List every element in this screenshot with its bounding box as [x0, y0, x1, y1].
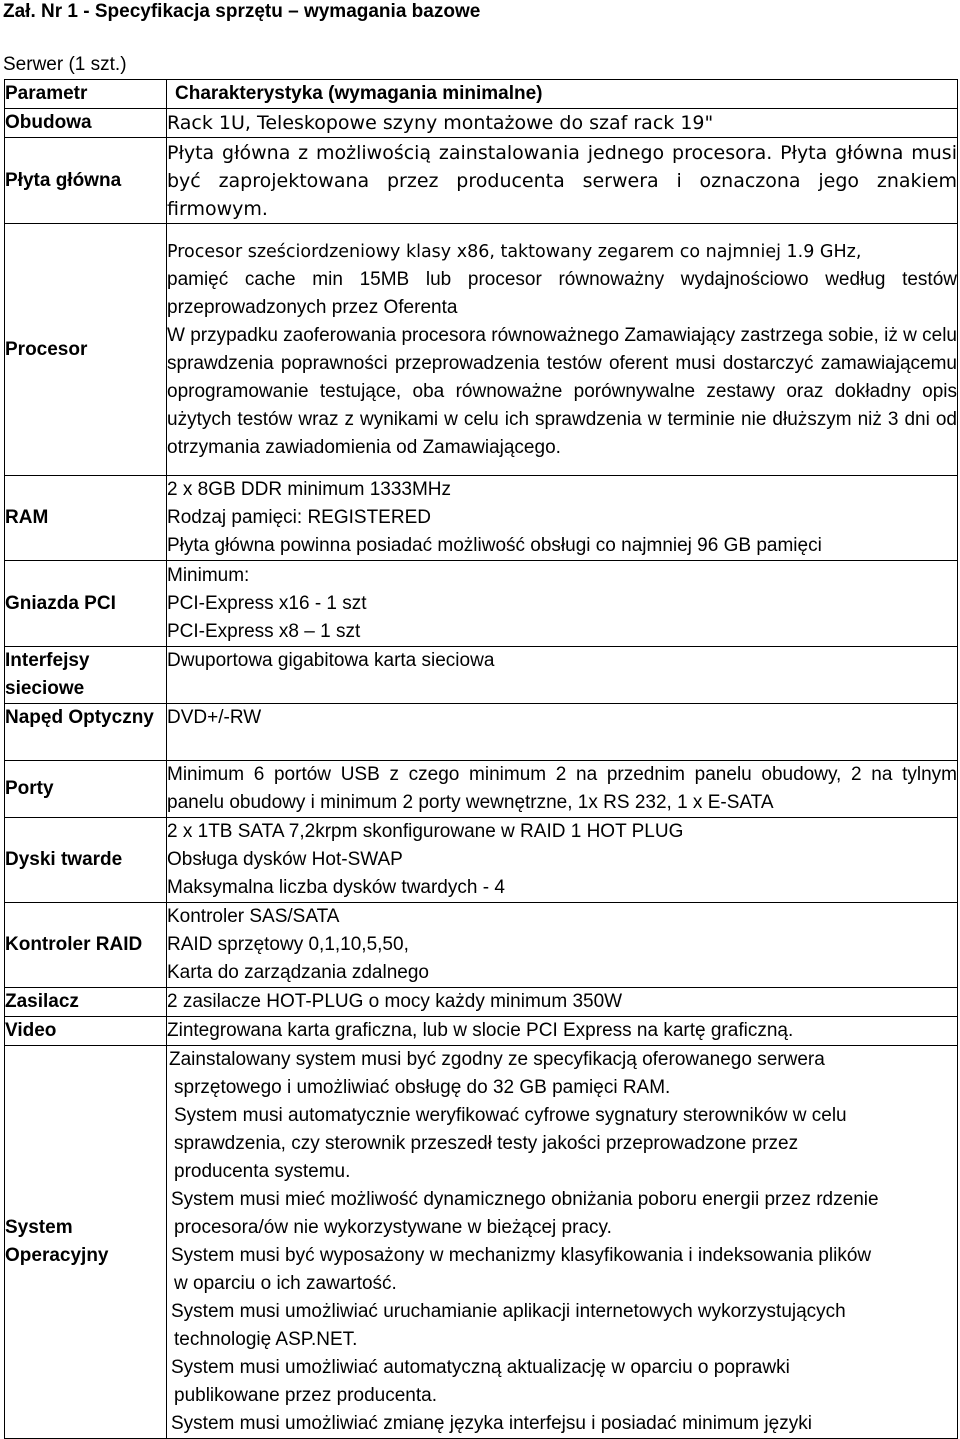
param-cell: Zasilacz [5, 988, 167, 1017]
table-row [5, 476, 958, 561]
param-cell: Kontroler RAID [5, 903, 167, 988]
desc-cell [167, 1017, 958, 1046]
desc-line: Zintegrowana karta graficzna, lub w slocie PCI Express na kartę graficzną. [167, 1020, 794, 1041]
desc-cell [167, 109, 958, 138]
desc-cell [167, 704, 958, 761]
table-row [5, 561, 958, 647]
desc-line: w oparciu o ich zawartość. [174, 1273, 397, 1294]
desc-line: sprawdzenia, czy sterownik przeszedł testy jakości przeprowadzone przez [174, 1133, 799, 1154]
param-cell: Napęd Optyczny [5, 704, 167, 761]
desc-line: RAID sprzętowy 0,1,10,5,50, [167, 934, 409, 955]
desc-line: Minimum: [167, 564, 250, 586]
desc-line: Płyta główna powinna posiadać możliwość obsługi co najmniej 96 GB pamięci [167, 535, 822, 556]
desc-line: technologię ASP.NET. [174, 1329, 358, 1350]
desc-cell [167, 818, 958, 903]
desc-cell [167, 903, 958, 988]
desc-cell [167, 476, 958, 561]
table-row [5, 1017, 958, 1046]
param-cell: Gniazda PCI [5, 561, 167, 647]
desc-line: System musi umożliwiać uruchamianie aplikacji internetowych wykorzystujących [171, 1301, 846, 1322]
desc-line: Zainstalowany system musi być zgodny ze specyfikacją oferowanego serwera [169, 1049, 825, 1070]
header-param: Parametr [5, 80, 167, 109]
desc-cell [167, 561, 958, 647]
table-row [5, 761, 958, 818]
desc-cell [167, 1046, 958, 1439]
desc-line: PCI-Express x8 – 1 szt [167, 620, 361, 642]
document-subtitle: Serwer (1 szt.) [3, 54, 127, 75]
param-cell: Płyta główna [5, 138, 167, 224]
param-cell: Procesor [5, 224, 167, 476]
desc-cell [167, 224, 958, 476]
desc-line: Procesor sześciordzeniowy klasy x86, taktowany zegarem co najmniej 1.9 GHz, [167, 241, 862, 262]
table-row [5, 109, 958, 138]
table-row [5, 704, 958, 761]
header-desc: Charakterystyka (wymagania minimalne) [167, 80, 958, 109]
desc-line: producenta systemu. [174, 1161, 351, 1182]
desc-line: Karta do zarządzania zdalnego [167, 962, 429, 983]
desc-line: publikowane przez producenta. [174, 1385, 438, 1406]
desc-line: Rack 1U, Teleskopowe szyny montażowe do szaf rack 19" [167, 112, 714, 134]
spec-table [4, 79, 958, 1439]
param-cell: Interfejsy sieciowe [5, 647, 167, 704]
document-title: Zał. Nr 1 - Specyfikacja sprzętu – wymagania bazowe [3, 1, 481, 22]
desc-cell [167, 988, 958, 1017]
param-cell: RAM [5, 476, 167, 561]
table-row [5, 224, 958, 476]
desc-cell: Płyta główna z możliwością zainstalowania jednego procesora. Płyta główna musi być zaprojektowana przez producenta serwera i oznaczona jego znakiem firmowym. [167, 138, 958, 224]
param-cell: System Operacyjny [5, 1046, 167, 1439]
param-cell: Dyski twarde [5, 818, 167, 903]
table-header-row [5, 80, 958, 109]
desc-line: System musi umożliwiać automatyczną aktualizację w oparciu o poprawki [171, 1357, 790, 1378]
desc-line: System musi być wyposażony w mechanizmy klasyfikowania i indeksowania plików [171, 1245, 872, 1266]
desc-cell: Minimum 6 portów USB z czego minimum 2 na przednim panelu obudowy, 2 na tylnym panelu obudowy i minimum 2 porty wewnętrzne, 1x RS 232, 1 x E-SATA [167, 761, 958, 818]
desc-line: Kontroler SAS/SATA [167, 906, 340, 927]
desc-paragraph: pamięć cache min 15MB lub procesor równoważny wydajnościowo według testów przeprowadzonych przez Oferenta [167, 268, 957, 318]
desc-cell [167, 647, 958, 704]
desc-line: 2 x 1TB SATA 7,2krpm skonfigurowane w RAID 1 HOT PLUG [167, 821, 684, 842]
desc-line: Rodzaj pamięci: REGISTERED [167, 507, 431, 528]
desc-paragraph: W przypadku zaoferowania procesora równoważnego Zamawiający zastrzega sobie, iż w celu sprawdzenia poprawności przeprowadzenia testów oferent musi dostarczyć zamawiającemu oprogramowanie testujące, oba równoważne porównywalne zestawy oraz dokładny opis użytych testów wraz z wynikami w celu ich sprawdzenia w terminie nie dłuższym niż 3 dni od otrzymania zawiadomienia od Zamawiającego. [167, 324, 957, 458]
desc-line: System musi umożliwiać zmianę języka interfejsu i posiadać minimum języki [171, 1413, 812, 1434]
param-cell: Porty [5, 761, 167, 818]
param-cell: Video [5, 1017, 167, 1046]
desc-line: PCI-Express x16 - 1 szt [167, 592, 367, 614]
desc-line: System musi mieć możliwość dynamicznego obniżania poboru energii przez rdzenie [171, 1189, 879, 1210]
table-row [5, 988, 958, 1017]
desc-line: procesora/ów nie wykorzystywane w bieżącej pracy. [174, 1217, 612, 1238]
table-row [5, 1046, 958, 1439]
desc-line: Obsługa dysków Hot-SWAP [167, 849, 403, 870]
desc-line: 2 x 8GB DDR minimum 1333MHz [167, 479, 452, 500]
desc-line: 2 zasilacze HOT-PLUG o mocy każdy minimum 350W [167, 991, 623, 1012]
table-row [5, 903, 958, 988]
desc-line: System musi automatycznie weryfikować cyfrowe sygnatury sterowników w celu [174, 1105, 847, 1126]
param-cell: Obudowa [5, 109, 167, 138]
table-row [5, 138, 958, 224]
table-row [5, 818, 958, 903]
desc-line: DVD+/-RW [167, 707, 262, 728]
desc-line: sprzętowego i umożliwiać obsługę do 32 GB pamięci RAM. [174, 1077, 671, 1098]
desc-line: Maksymalna liczba dysków twardych - 4 [167, 877, 505, 898]
desc-line: Dwuportowa gigabitowa karta sieciowa [167, 650, 495, 671]
table-row [5, 647, 958, 704]
